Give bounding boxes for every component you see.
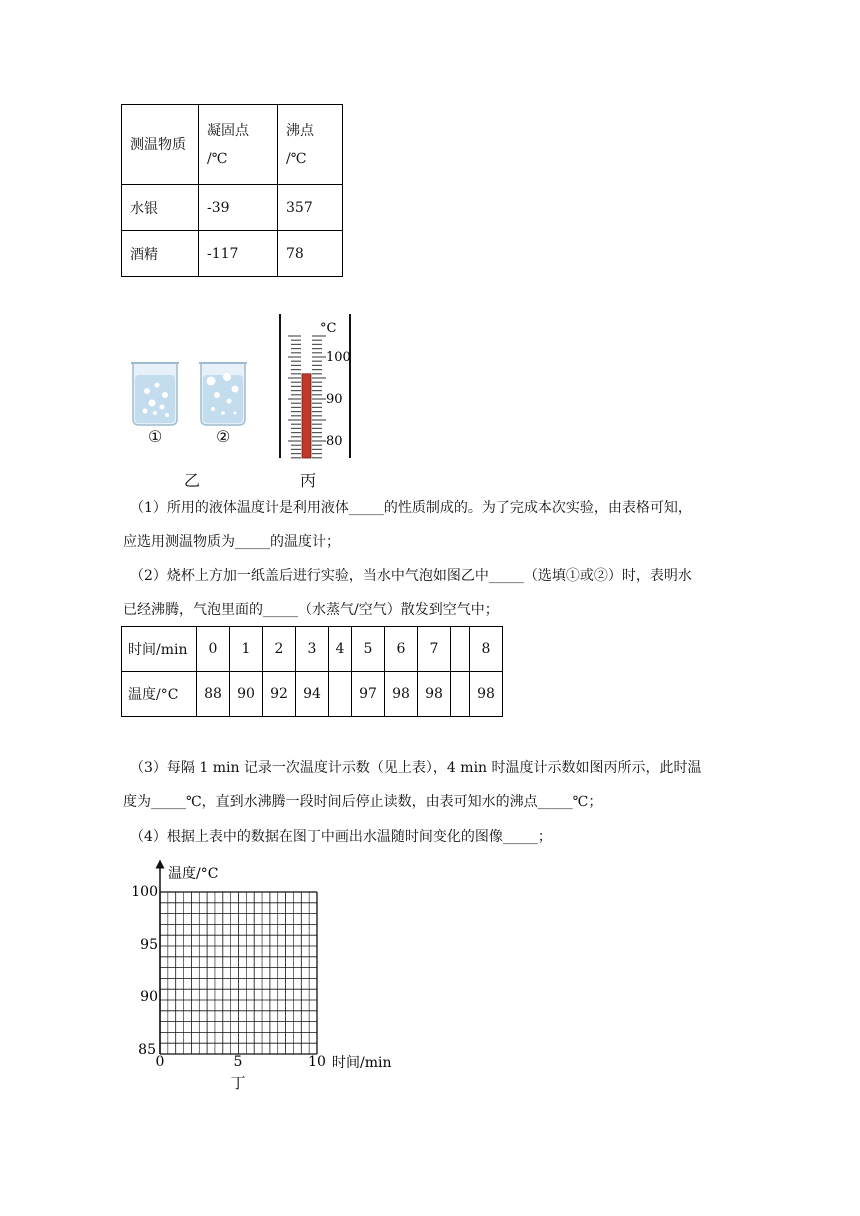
y-tick-100: 100 (131, 884, 158, 900)
temperature-cell: 98 (418, 672, 451, 717)
y-tick-85: 85 (138, 1042, 156, 1058)
x-tick-10: 10 (308, 1054, 326, 1070)
substance-table (121, 104, 343, 277)
thermometer-figure (276, 312, 356, 460)
x-tick-0: 0 (155, 1054, 165, 1070)
temperature-row-label: 温度/°C (122, 672, 197, 717)
cell-mercury: 水银 (122, 185, 199, 231)
cell-mercury-freezing: -39 (199, 185, 278, 231)
time-cell (451, 627, 470, 672)
question-3-line-2: 度为_____℃，直到水沸腾一段时间后停止读数，由表可知水的沸点_____℃； (123, 794, 603, 810)
temperature-cell: 88 (197, 672, 230, 717)
time-cell: 5 (352, 627, 385, 672)
temperature-cell (329, 672, 352, 717)
temperature-cell: 90 (230, 672, 263, 717)
temperature-cell: 98 (385, 672, 418, 717)
time-cell: 8 (470, 627, 503, 672)
question-3-line-1: （3）每隔 1 min 记录一次温度计示数（见上表），4 min 时温度计示数如图丙所示，此时温 (130, 760, 702, 776)
temperature-cell: 98 (470, 672, 503, 717)
figure-ding-caption: 丁 (230, 1074, 246, 1092)
question-1-line-1: （1）所用的液体温度计是利用液体_____的性质制成的。为了完成本次实验，由表格可知， (130, 500, 692, 516)
temperature-cell: 94 (296, 672, 329, 717)
x-axis-label: 时间/min (332, 1055, 392, 1071)
x-tick-5: 5 (233, 1054, 243, 1070)
beaker-label-2: ② (216, 427, 231, 446)
tick-label-80: 80 (326, 434, 343, 449)
y-axis-label: 温度/°C (168, 866, 219, 882)
beakers-figure (125, 355, 265, 450)
time-cell: 6 (385, 627, 418, 672)
beaker-2-icon (199, 363, 247, 425)
question-1-line-2: 应选用测温物质为_____的温度计； (123, 534, 340, 550)
time-temperature-table (121, 626, 503, 717)
y-tick-90: 90 (140, 989, 158, 1005)
thermometer-scale-right (312, 336, 326, 458)
cell-alcohol: 酒精 (122, 231, 199, 277)
graph-grid (160, 892, 317, 1054)
time-cell: 2 (263, 627, 296, 672)
tick-label-100: 100 (326, 350, 351, 365)
time-cell: 3 (296, 627, 329, 672)
mercury-column (302, 374, 311, 458)
time-cell: 1 (230, 627, 263, 672)
time-cell: 0 (197, 627, 230, 672)
thermometer-scale-left (288, 336, 301, 458)
question-4-line-1: （4）根据上表中的数据在图丁中画出水温随时间变化的图像_____； (130, 829, 552, 845)
beaker-label-1: ① (148, 427, 163, 446)
temperature-cell: 92 (263, 672, 296, 717)
temperature-cell (451, 672, 470, 717)
graph-figure (120, 858, 410, 1098)
time-cell: 7 (418, 627, 451, 672)
temperature-cell: 97 (352, 672, 385, 717)
cell-mercury-boiling: 357 (278, 185, 343, 231)
beaker-1-icon (131, 363, 179, 425)
header-substance: 测温物质 (122, 105, 199, 185)
time-row-label: 时间/min (122, 627, 197, 672)
thermometer-unit: °C (320, 321, 337, 336)
question-2-line-2: 已经沸腾，气泡里面的_____（水蒸气/空气）散发到空气中； (123, 602, 499, 618)
figure-bing-caption: 丙 (300, 471, 317, 490)
figure-yi-caption: 乙 (184, 471, 201, 490)
header-freezing-point: 凝固点 /℃ (199, 105, 278, 185)
header-boiling-point: 沸点 /℃ (278, 105, 343, 185)
y-tick-95: 95 (140, 937, 158, 953)
time-cell: 4 (329, 627, 352, 672)
tick-label-90: 90 (326, 392, 343, 407)
question-2-line-1: （2）烧杯上方加一纸盖后进行实验，当水中气泡如图乙中_____（选填①或②）时，表明水 (130, 568, 692, 584)
cell-alcohol-boiling: 78 (278, 231, 343, 277)
cell-alcohol-freezing: -117 (199, 231, 278, 277)
